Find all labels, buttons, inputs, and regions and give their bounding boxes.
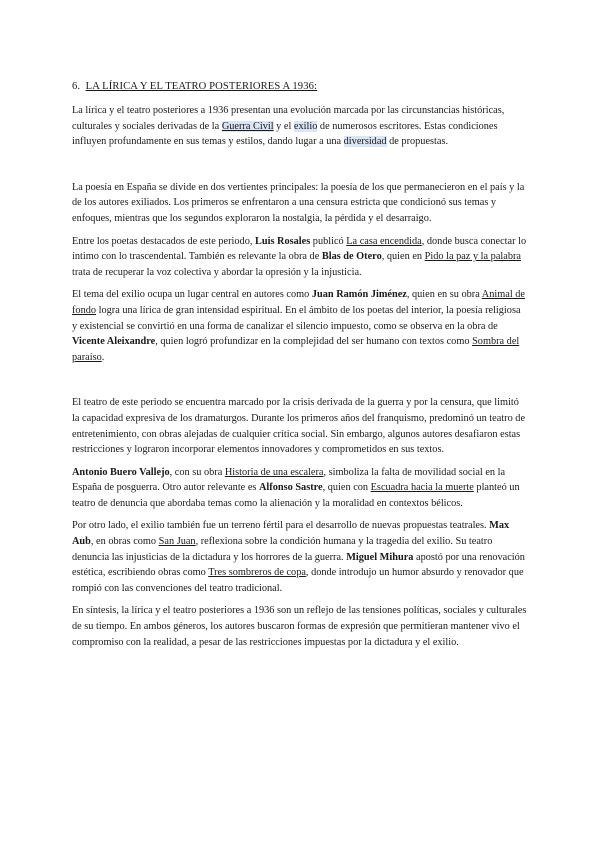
text-run: de numerosos escritores. Estas condiciones influyen profundamente en sus temas y estilos, dando lugar a una (72, 120, 498, 148)
highlight-diversidad: diversidad (343, 136, 387, 148)
paragraph-theatre-authors (72, 465, 528, 512)
work-pido-la-paz: Pido la paz y la palabra (424, 251, 521, 263)
text-run: Entre los poetas destacados de este periodo, (72, 235, 255, 247)
text-run: , en obras como (90, 536, 159, 548)
author-sastre: Alfonso Sastre (258, 482, 323, 494)
work-san-juan: San Juan (158, 536, 196, 548)
section-title: LA LÍRICA Y EL TEATRO POSTERIORES A 1936: (85, 81, 318, 92)
text-run: , quien en (381, 251, 425, 263)
text-run: , quien logró profundizar en la complejidad del ser humano con textos como (155, 336, 473, 348)
section-heading (72, 80, 528, 94)
author-buero: Antonio Buero Vallejo (72, 466, 170, 478)
text-run: publicó (310, 235, 347, 247)
author-otero: Blas de Otero (321, 251, 382, 263)
work-animal-de-fondo: Animal de fondo (72, 289, 525, 316)
paragraph-exile-poetry (72, 287, 528, 365)
text-run: de propuestas. (386, 136, 449, 148)
author-mihura: Miguel Mihura (346, 551, 414, 563)
text-run: trata de recuperar la voz colectiva y abordar la opresión y la injusticia. (72, 266, 362, 278)
text-run: . (101, 351, 105, 363)
author-rosales: Luis Rosales (255, 235, 311, 247)
text-run: y el (273, 120, 294, 132)
work-tres-sombreros: Tres sombreros de copa (208, 567, 306, 579)
paragraph-poetry-overview: La poesía en España se divide en dos vertientes principales: la poesía de los que permanecieron en el país y la de los autores exiliados. Los primeros se enfrentaron a una censura estricta que condicionó sus temas y enfoques, mientras que los segundos exploraron la nostalgia, la pérdida y el desarraigo. (72, 181, 525, 224)
text-run: , con su obra (169, 466, 225, 478)
paragraph-conclusion: En síntesis, la lírica y el teatro posteriores a 1936 son un reflejo de las tensiones políticas, sociales y culturales de su tiempo. En ambos géneros, los autores buscaron formas de expresión que permitieran mantener vivo el compromiso con la realidad, a pesar de las restricciones impuestas por la dictadura y el exilio. (72, 605, 527, 648)
text-run: planteó un teatro de denuncia que abordaba temas como la alienación y la moralidad en contextos bélicos. (72, 482, 520, 509)
paragraph-poets-interior (72, 234, 528, 281)
text-run: La lírica y el teatro posteriores a 1936 presentan una evolución marcada por las circunstancias históricas, culturales y sociales derivadas de la (72, 105, 505, 132)
paragraph-intro (72, 103, 528, 150)
author-jimenez: Juan Ramón Jiménez (311, 289, 407, 301)
author-aub: Max Aub (72, 520, 510, 548)
work-casa-encendida: La casa encendida (346, 235, 422, 247)
highlight-exilio: exilio (293, 120, 318, 132)
text-run: , donde introdujo un humor absurdo y renovador que rompió con las convenciones del teatro tradicional. (72, 567, 524, 594)
section-number: 6. (72, 81, 81, 92)
text-run: Por otro lado, el exilio también fue un terreno fértil para el desarrollo de nuevas propuestas teatrales. (72, 520, 490, 532)
text-run: , reflexiona sobre la condición humana y la tragedia del exilio. Su teatro denuncia las injusticias de la dictadura y los horrores de la guerra. (72, 536, 493, 563)
work-historia-escalera: Historia de una escalera (224, 466, 324, 478)
text-run: , simboliza la falta de movilidad social en la España de posguerra. Otro autor relevante es (72, 466, 506, 494)
text-run: , donde busca conectar lo íntimo con lo trascendental. También es relevante la obra de (72, 235, 527, 263)
work-escuadra-hacia-la-muerte: Escuadra hacia la muerte (370, 482, 474, 494)
work-sombra-del-paraiso: Sombra del paraíso (72, 336, 520, 363)
text-run: , quien con (322, 482, 371, 494)
paragraph-theatre-overview: El teatro de este periodo se encuentra marcado por la crisis derivada de la guerra y por la censura, que limitó la capacidad expresiva de los dramaturgos. Durante los primeros años del franquismo, predominó un teatro de entretenimiento, con obras alejadas de cualquier crítica social. Sin embargo, algunos autores desafiaron estas restricciones y lograron incorporar elementos innovadores y comprometidos en sus textos. (72, 397, 526, 456)
text-run: logra una lírica de gran intensidad espiritual. En el ámbito de los poetas del interior, la poesía religiosa y existencial se convirtió en una forma de canalizar el silencio impuesto, como se observa en la obra de (72, 304, 521, 332)
text-run: , quien en su obra (406, 289, 482, 301)
text-run: apostó por una renovación estética, escribiendo obras como (72, 551, 525, 579)
author-aleixandre: Vicente Aleixandre (72, 336, 156, 348)
text-run: El tema del exilio ocupa un lugar central en autores como (72, 289, 312, 301)
paragraph-exile-theatre (72, 518, 528, 596)
link-guerra-civil[interactable]: Guerra Civil (221, 120, 274, 132)
